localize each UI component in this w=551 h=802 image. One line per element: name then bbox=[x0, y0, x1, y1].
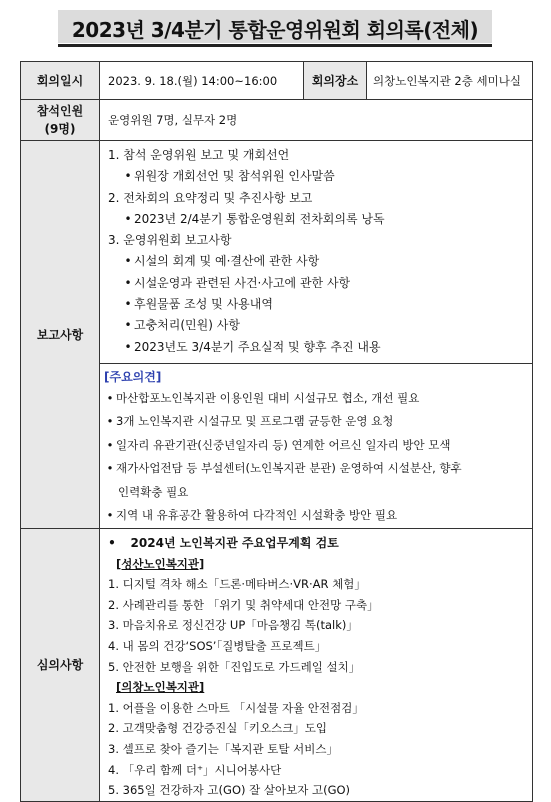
bullet-icon: • bbox=[108, 535, 116, 550]
review-item: 2. 고객맞춤형 건강증진실「키오스크」도입 bbox=[108, 721, 328, 736]
bullet-icon: • bbox=[106, 414, 114, 429]
attendees-label-count: (9명) bbox=[44, 122, 76, 136]
opinions-header: [주요의견] bbox=[104, 369, 162, 384]
opinion-text: 3개 노인복지관 시설규모 및 프로그램 균등한 운영 요청 bbox=[116, 414, 394, 429]
review-section-name bbox=[104, 554, 528, 575]
report-line-text: 2023년도 3/4분기 주요실적 및 향후 추진 내용 bbox=[134, 339, 381, 354]
review-item: 3. 마음치유로 정신건강 UP「마음챙김 톡(talk)」 bbox=[108, 618, 358, 633]
review-item: 1. 디지털 격차 해소「드론·메타버스·VR·AR 체험」 bbox=[108, 577, 366, 592]
meeting-date-value: 2023. 9. 18.(월) 14:00~16:00 bbox=[100, 62, 304, 100]
opinion-item bbox=[104, 387, 528, 411]
bullet-icon: • bbox=[106, 437, 114, 452]
section-name-text: [성산노인복지관] bbox=[116, 556, 205, 571]
opinion-item bbox=[104, 504, 528, 528]
attendees-label bbox=[21, 100, 100, 141]
bullet-icon: • bbox=[124, 211, 132, 226]
report-line-text: 위원장 개회선언 및 참석위원 인사말씀 bbox=[134, 169, 335, 184]
review-section-name bbox=[104, 677, 528, 698]
report-line bbox=[108, 337, 526, 358]
review-label: 심의사항 bbox=[21, 528, 100, 801]
report-line-text: 2023년 2/4분기 통합운영원회 전차회의록 낭독 bbox=[134, 211, 385, 226]
opinion-text: 마산합포노인복지관 이용인원 대비 시설규모 협소, 개선 필요 bbox=[116, 390, 420, 405]
attendees-row bbox=[21, 100, 533, 141]
meeting-place-label: 회의장소 bbox=[304, 62, 367, 100]
report-line bbox=[108, 294, 526, 315]
review-content bbox=[100, 528, 533, 801]
report-line-text: 고충처리(민원) 사항 bbox=[134, 318, 240, 333]
review-item: 3. 셀프로 찾아 즐기는「복지관 토탈 서비스」 bbox=[108, 741, 338, 756]
review-item: 4. 내 몸의 건강‘SOS’「질병탈출 프로젝트」 bbox=[108, 638, 327, 653]
report-line bbox=[108, 315, 526, 336]
section-name-text: [의창노인복지관] bbox=[116, 680, 205, 695]
bullet-icon: • bbox=[124, 339, 132, 354]
opinion-text: 재가사업전담 등 부설센터(노인복지관 분관) 운영하여 시설분산, 향후 bbox=[116, 461, 462, 476]
report-line-text: 시설운영과 관련된 사건·사고에 관한 사항 bbox=[134, 275, 351, 290]
report-label: 보고사항 bbox=[21, 141, 100, 529]
title-banner bbox=[58, 10, 492, 48]
opinion-item bbox=[104, 457, 528, 481]
attendees-value: 운영위원 7명, 실무자 2명 bbox=[100, 100, 533, 141]
bullet-icon: • bbox=[124, 275, 132, 290]
bullet-icon: • bbox=[124, 297, 132, 312]
bullet-icon: • bbox=[124, 169, 132, 184]
review-item: 1. 어플을 이용한 스마트 「시설물 자율 안전점검」 bbox=[108, 700, 364, 715]
report-line bbox=[108, 251, 526, 272]
title-underline bbox=[58, 44, 492, 47]
attendees-label-title: 참석인원 bbox=[36, 104, 84, 118]
review-header-text: 2024년 노인복지관 주요업무계획 검토 bbox=[130, 535, 339, 550]
meeting-date-label: 회의일시 bbox=[21, 62, 100, 100]
review-row bbox=[21, 528, 533, 801]
report-line-text: 시설의 회계 및 예·결산에 관한 사항 bbox=[134, 254, 320, 269]
meeting-place-value: 의창노인복지관 2층 세미나실 bbox=[367, 62, 533, 100]
opinions-section bbox=[100, 364, 532, 528]
opinion-continuation: 인력확충 필요 bbox=[118, 484, 189, 499]
bullet-icon: • bbox=[124, 318, 132, 333]
opinion-text: 일자리 유관기관(신중년일자리 등) 연계한 어르신 일자리 방안 모색 bbox=[116, 437, 451, 452]
report-row bbox=[21, 141, 533, 529]
opinion-text: 지역 내 유휴공간 활용하여 다각적인 시설확충 방안 필요 bbox=[116, 508, 398, 523]
review-header bbox=[104, 533, 528, 554]
opinion-item bbox=[104, 410, 528, 434]
bullet-icon: • bbox=[124, 254, 132, 269]
opinion-item bbox=[104, 434, 528, 458]
bullet-icon: • bbox=[106, 508, 114, 523]
review-item: 5. 365일 건강하자 고(GO) 잘 살아보자 고(GO) bbox=[108, 783, 351, 798]
bullet-icon: • bbox=[106, 390, 114, 405]
report-items bbox=[100, 141, 532, 364]
report-line bbox=[108, 166, 526, 187]
report-content bbox=[100, 141, 533, 529]
report-line-text: 후원물품 조성 및 사용내역 bbox=[134, 297, 273, 312]
report-line bbox=[108, 209, 526, 230]
review-item: 5. 안전한 보행을 위한「진입도로 가드레일 설치」 bbox=[108, 659, 361, 674]
report-line: 2. 전차회의 요약정리 및 추진사항 보고 bbox=[108, 190, 313, 205]
minutes-table bbox=[20, 61, 533, 802]
report-line: 3. 운영위원회 보고사항 bbox=[108, 233, 232, 248]
meeting-info-row bbox=[21, 62, 533, 100]
review-item: 2. 사례관리를 통한 「위기 및 취약세대 안전망 구축」 bbox=[108, 597, 379, 612]
bullet-icon: • bbox=[106, 461, 114, 476]
report-line: 1. 참석 운영위원 보고 및 개회선언 bbox=[108, 148, 290, 162]
review-item: 4. 「우리 함께 더⁺」시니어봉사단 bbox=[108, 762, 282, 777]
page-title: 2023년 3/4분기 통합운영위원회 회의록(전체) bbox=[71, 18, 479, 42]
report-line bbox=[108, 273, 526, 294]
